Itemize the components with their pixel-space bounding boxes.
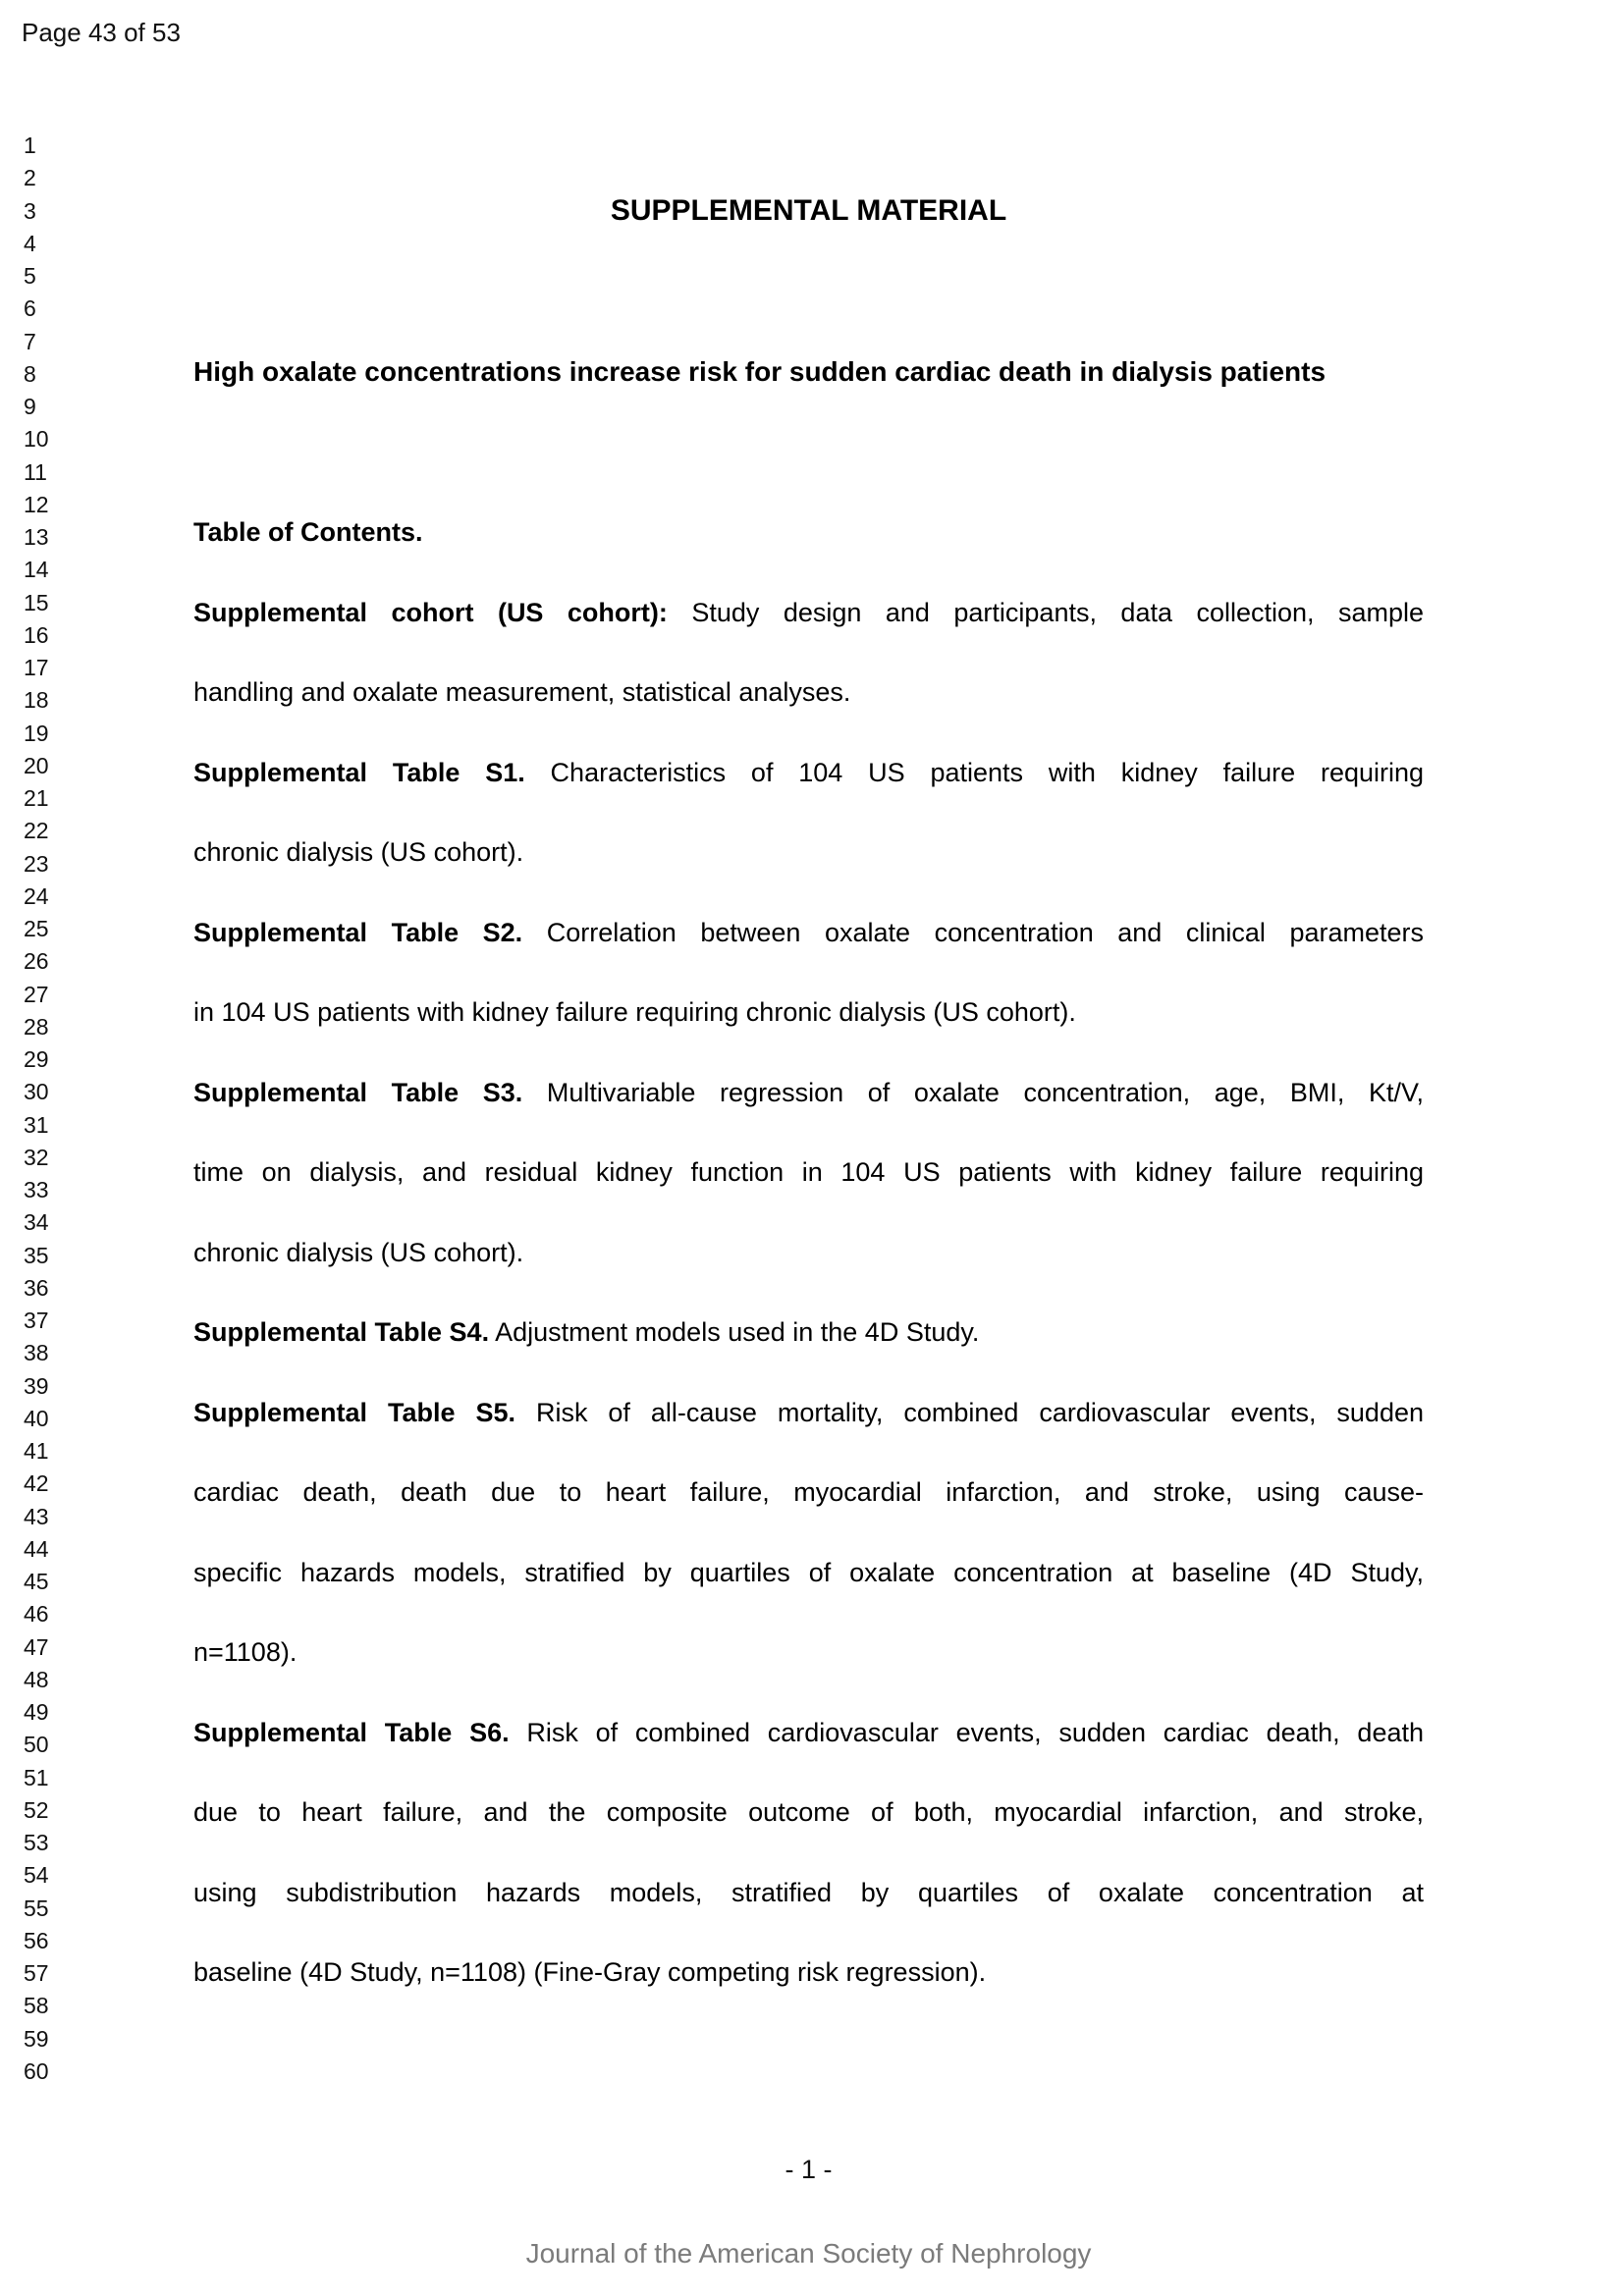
line-number: 19 [24,720,49,746]
line-number: 16 [24,621,49,648]
line-number: 49 [24,1699,49,1725]
line-number: 9 [24,394,36,419]
line-lead-in: Supplemental Table S2. [193,917,523,947]
line-number: 59 [24,2025,49,2052]
line-number: 4 [24,230,36,256]
line-number: 31 [24,1111,49,1138]
line-number: 46 [24,1601,49,1628]
table-of-contents-body [193,493,1424,2013]
article-title: High oxalate concentrations increase risk for sudden cardiac death in dialysis patients [193,356,1326,387]
line-number: 33 [24,1177,49,1202]
text-line: Supplemental Table S4. Adjustment models used in the 4D Study. [193,1317,980,1347]
line-number: 24 [24,882,49,909]
line-lead-in: Supplemental cohort (US cohort): [193,597,668,627]
line-number: 32 [24,1144,49,1170]
line-number: 57 [24,1960,49,1986]
line-number: 28 [24,1013,49,1040]
line-number: 22 [24,818,49,844]
line-lead-in: Supplemental Table S4. [193,1317,490,1347]
line-lead-in: Supplemental Table S5. [193,1397,515,1427]
line-number: 34 [24,1209,49,1236]
line-number: 25 [24,916,49,941]
line-number: 47 [24,1633,49,1660]
line-number: 14 [24,557,49,583]
text-line: Supplemental cohort (US cohort): Study design and participants, data collection, sample [193,597,1425,627]
line-number: 10 [24,426,49,453]
line-number: 38 [24,1340,49,1366]
line-lead-in: Supplemental Table S3. [193,1077,523,1107]
line-number: 30 [24,1079,49,1105]
text-line: baseline (4D Study, n=1108) (Fine-Gray competing risk regression). [193,1957,987,1987]
line-number: 36 [24,1274,49,1301]
text-line: in 104 US patients with kidney failure requiring chronic dialysis (US cohort). [193,997,1076,1027]
line-number: 1 [24,133,36,158]
line-lead-in: Table of Contents. [193,517,423,547]
text-line: due to heart failure, and the composite outcome of both, myocardial infarction, and stroke, [193,1797,1424,1827]
page-indicator: Page 43 of 53 [22,18,181,47]
line-number: 26 [24,948,49,975]
line-number: 12 [24,491,49,517]
text-line: Supplemental Table S3. Multivariable regression of oxalate concentration, age, BMI, Kt/V, [193,1077,1424,1107]
line-number: 42 [24,1470,49,1497]
supplemental-material-title: SUPPLEMENTAL MATERIAL [610,194,1007,227]
line-number: 58 [24,1993,49,2019]
line-number: 27 [24,981,49,1007]
line-number: 44 [24,1535,49,1562]
line-number: 45 [24,1569,49,1594]
line-number: 15 [24,589,49,615]
line-lead-in: Supplemental Table S1. [193,757,525,787]
line-number: 56 [24,1927,49,1953]
text-line [193,493,1424,573]
line-number-gutter [24,130,82,2088]
line-number: 13 [24,524,49,550]
line-number: 54 [24,1862,49,1889]
line-number: 52 [24,1796,49,1823]
line-number: 39 [24,1372,49,1399]
line-number: 8 [24,360,36,387]
text-line: Supplemental Table S6. Risk of combined cardiovascular events, sudden cardiac death, death [193,1717,1424,1747]
footer-page-number: - 1 - [785,2155,833,2184]
line-number: 11 [24,458,47,485]
text-line: Supplemental Table S2. Correlation between oxalate concentration and clinical parameters [193,917,1425,947]
line-number: 6 [24,295,36,322]
line-number: 23 [24,850,49,877]
line-number: 48 [24,1666,49,1692]
text-line: specific hazards models, stratified by quartiles of oxalate concentration at baseline (4D Study, [193,1557,1424,1587]
line-number: 40 [24,1405,49,1431]
text-line: handling and oxalate measurement, statistical analyses. [193,677,851,707]
line-number: 50 [24,1732,49,1758]
line-number: 37 [24,1308,49,1333]
text-line: chronic dialysis (US cohort). [193,1237,524,1267]
line-lead-in: Supplemental Table S6. [193,1717,510,1747]
line-number: 29 [24,1046,49,1072]
line-number: 60 [24,2057,49,2084]
text-line: Supplemental Table S5. Risk of all-cause mortality, combined cardiovascular events, sudden [193,1397,1424,1427]
line-number: 35 [24,1242,49,1268]
footer-journal-name: Journal of the American Society of Nephrology [525,2238,1092,2269]
text-line: using subdistribution hazards models, stratified by quartiles of oxalate concentration at [193,1877,1424,1907]
text-line: cardiac death, death due to heart failure, myocardial infarction, and stroke, using cause- [193,1477,1424,1507]
line-number: 17 [24,655,49,680]
text-line: n=1108). [193,1637,298,1667]
line-number: 2 [24,165,36,191]
line-number: 55 [24,1895,49,1921]
line-number: 53 [24,1830,49,1855]
line-number: 41 [24,1438,49,1464]
line-number: 5 [24,263,36,289]
text-line: Supplemental Table S1. Characteristics of 104 US patients with kidney failure requiring [193,757,1425,787]
line-number: 43 [24,1503,49,1529]
text-line: chronic dialysis (US cohort). [193,837,524,867]
line-number: 20 [24,752,49,778]
line-number: 21 [24,785,49,811]
line-number: 7 [24,328,36,354]
line-number: 18 [24,687,49,714]
line-number: 51 [24,1764,49,1790]
text-line: time on dialysis, and residual kidney function in 104 US patients with kidney failure requiring [193,1157,1424,1187]
line-number: 3 [24,197,36,224]
